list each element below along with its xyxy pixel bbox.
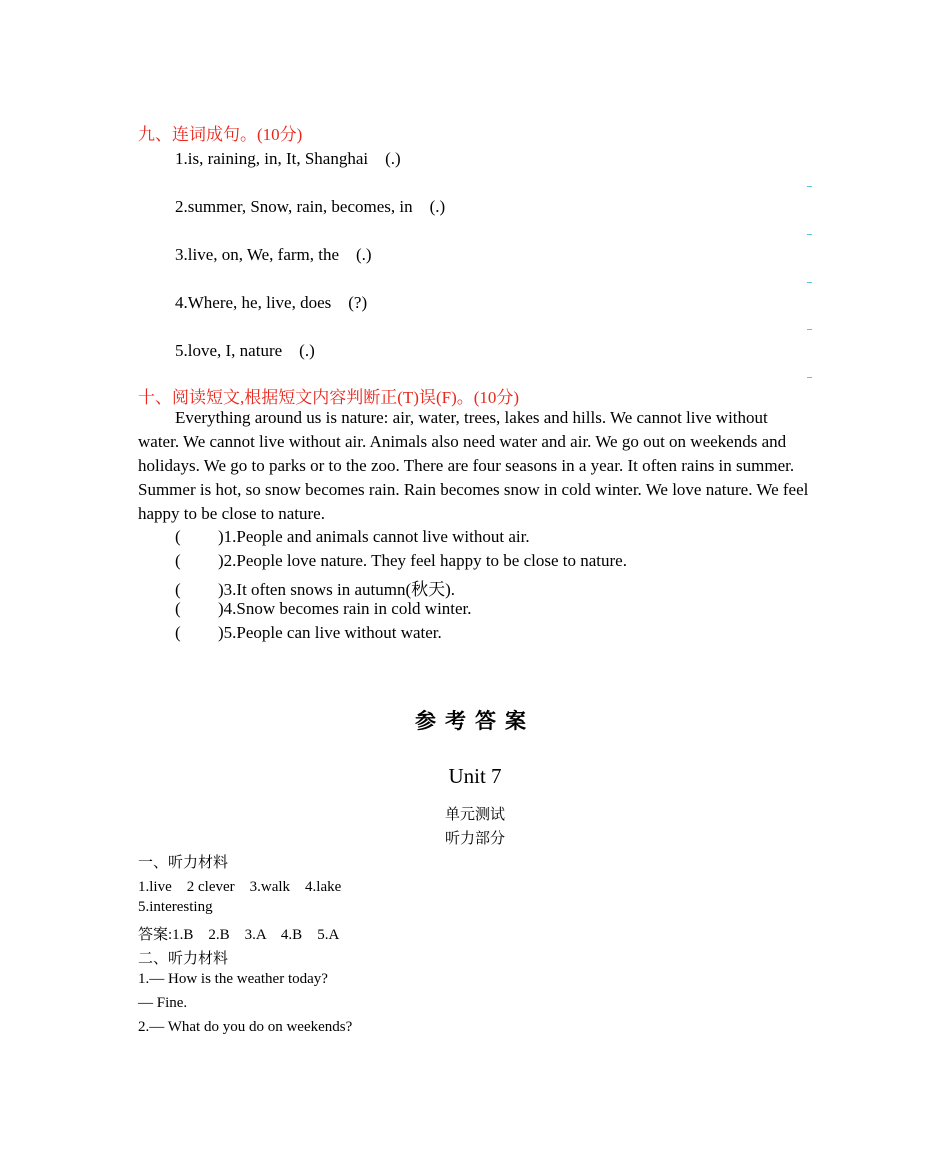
section-10-title: 十、阅读短文,根据短文内容判断正(T)误(F)。(10分) [138,388,520,407]
answer-line-5: 二、听力材料 [138,951,229,967]
answer-line-3: 5.interesting [138,899,213,915]
statement-text: )5.People can live without water. [218,623,442,642]
statement-text: )3.It often snows in autumn(秋天). [218,580,456,599]
answer-line-4: 答案:1.B 2.B 3.A 4.B 5.A [138,927,340,943]
tf-statement-3 [175,575,455,600]
answer-paren[interactable]: ( [175,580,181,599]
section-9-item-4: 4.Where, he, live, does (?) [175,293,368,312]
listening-part-heading: 听力部分 [444,831,505,847]
answer-paren[interactable]: ( [175,623,181,642]
answers-title: 参考答案 [415,709,535,733]
answer-line-2: 1.live 2 clever 3.walk 4.lake [138,879,342,895]
tf-statement-2 [175,551,627,571]
section-9-item-1: 1.is, raining, in, It, Shanghai (.) [175,149,401,168]
answer-line-6: 1.— How is the weather today? [138,971,328,987]
tf-statement-4 [175,599,472,619]
section-9-item-2: 2.summer, Snow, rain, becomes, in (.) [175,197,446,216]
answer-paren[interactable]: ( [175,551,181,570]
margin-tick [807,282,812,283]
statement-text: )2.People love nature. They feel happy to be close to nature. [218,551,627,570]
reading-passage: Everything around us is nature: air, water, trees, lakes and hills. We cannot live without water. We cannot live without air. Animals also need water and air. We go out on weekends and holidays. We go to parks or to the zoo. There are four seasons in a year. It often rains in summer. Summer is hot, so snow becomes rain. Rain becomes snow in cold winter. We love nature. We feel happy to be close to nature. [138,408,809,523]
statement-text: )1.People and animals cannot live without air. [218,527,530,546]
section-9-title: 九、连词成句。(10分) [138,125,303,144]
unit-test-heading: 单元测试 [444,807,505,823]
answer-paren[interactable]: ( [175,599,181,618]
margin-tick [807,186,812,187]
margin-tick [807,234,812,235]
answer-line-7: — Fine. [138,995,188,1011]
tf-statement-1 [175,527,530,547]
unit-heading: Unit 7 [448,764,502,788]
section-9-item-3: 3.live, on, We, farm, the (.) [175,245,372,264]
section-9-item-5: 5.love, I, nature (.) [175,341,315,360]
statement-text: )4.Snow becomes rain in cold winter. [218,599,472,618]
answer-line-1: 一、听力材料 [138,855,229,871]
margin-tick [807,329,812,330]
margin-tick [807,377,812,378]
answer-paren[interactable]: ( [175,527,181,546]
answer-line-8: 2.— What do you do on weekends? [138,1019,353,1035]
tf-statement-5 [175,623,442,643]
